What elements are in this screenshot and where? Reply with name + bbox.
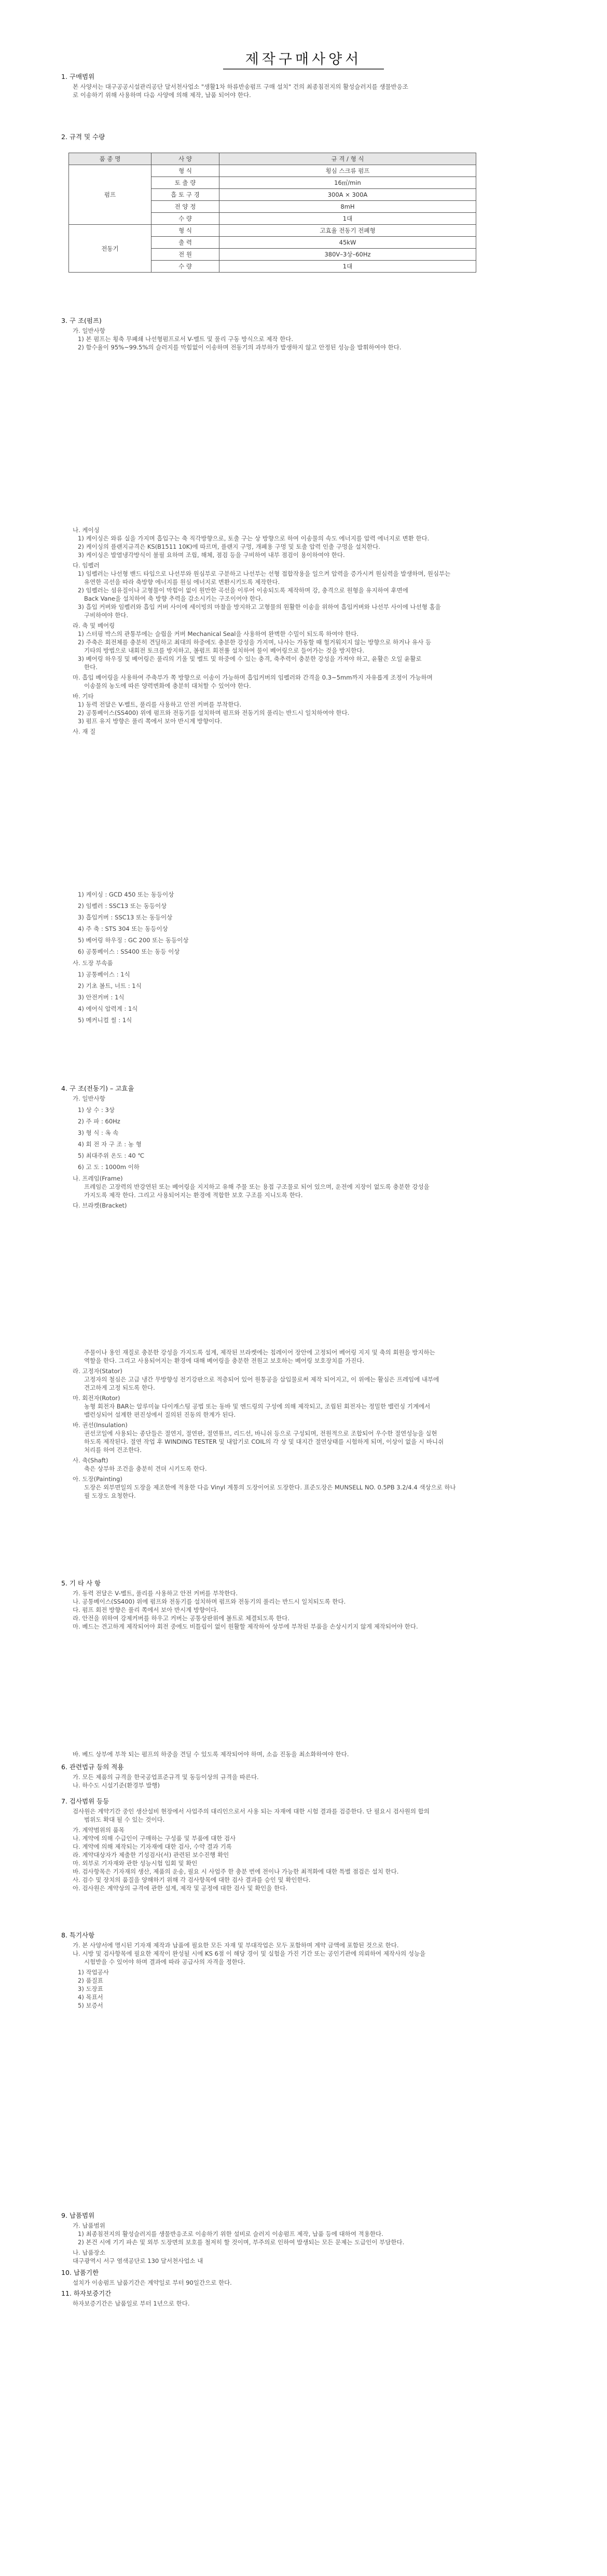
text-line: 다. 임펠러 (73, 562, 100, 569)
text-line: 3) 케이싱은 발열냉각방식이 불필 요하며 조립, 해체, 점검 등을 구비하여 내부 점검이 용이하여야 한다. (78, 551, 345, 559)
spec-header-cell: 사 양 (151, 153, 219, 165)
text-line: 1) 케이싱 : GCD 450 또는 동등이상 (78, 891, 174, 898)
spec-attribute: 전 양 정 (151, 201, 219, 213)
spec-attribute: 흡 토 구 경 (151, 189, 219, 201)
text-line: 가. 모든 제품의 규격을 한국공업표준규격 및 동등이상의 규격을 따른다. (73, 1773, 259, 1781)
text-line: 4) 에어식 압력계 : 1식 (78, 1005, 138, 1012)
text-line: 바. 기타 (73, 693, 94, 700)
text-line: 6) 고 도 : 1000m 이하 (78, 1163, 140, 1171)
text-line: 1) 공통베이스 : 1식 (78, 971, 130, 978)
spec-attribute: 형 식 (151, 165, 219, 177)
text-line: 2) 공통베이스(SS400) 위에 펌프와 전동기를 설치하며 펌프와 전동기의 풀리는 반드시 일치하여야 한다. (78, 709, 350, 716)
spec-value: 1대 (219, 261, 476, 273)
text-line: 1) 임펠러는 나선형 밴드 타입으로 나선부와 원심부로 구분하고 나선부는 선형 접합작용을 일으켜 압력을 증가시켜 원심력을 발생하며, 원심부는 (78, 570, 451, 577)
text-line: 다. 펌프 회전 방향은 풀리 쪽에서 보아 반시계 방향이다. (73, 1606, 218, 1614)
text-line: 5) 최대주위 온도 : 40 ℃ (78, 1152, 145, 1159)
text-line: 사. 검수 및 장치의 품질을 양해하기 위해 각 검사항목에 대한 검사 결과를 승인 및 확인한다. (73, 1876, 311, 1883)
text-line: 사. 도장 부속품 (73, 959, 113, 967)
text-line: 3) 베어링 하우징 및 베어링은 풀리의 기울 및 벨트 및 하중에 수 있는 충격, 축추력이 충분한 강성을 가져야 하고, 윤활은 오일 윤활로 (78, 655, 422, 662)
text-line: 1) 케이싱은 와류 실을 가지며 흡입구는 축 직각방향으로, 토출 구는 상 방향으로 하여 이송물의 속도 에너지를 압력 에너지로 변환 한다. (78, 535, 430, 542)
spec-attribute: 수 량 (151, 213, 219, 225)
text-line: 3) 도장표 (78, 1985, 103, 1992)
spec-table-row (69, 225, 476, 237)
text-line: 아. 도장(Painting) (73, 1475, 122, 1483)
text-line: 3) 흡입 커버와 임펠러와 흡입 커버 사이에 세이빙의 마찰을 방지하고 고형물의 원활한 이송을 위하여 흡입커버와 나선부 사이에 나선형 홈을 (78, 603, 441, 611)
section-heading: 10. 납품기한 (61, 2269, 99, 2276)
text-line: 1) 최종침전지의 활성슬러지를 생물반응조로 이송하기 위한 설비로 슬러지 이송펌프 제작, 납품 등에 대하여 적용한다. (78, 2230, 383, 2238)
text-line: 가. 본 사양서에 명시된 기자재 제작과 납품에 필요한 모든 자재 및 부대작업은 모두 포함하며 계약 금액에 포함된 것으로 한다. (73, 1942, 399, 1949)
text-line: 본 사양서는 대구공공시설관리공단 달서천사업소 "생활1차 하류반송펌프 구매 설치" 건의 최종침전지의 활성슬러지를 생물반응조 (73, 83, 408, 90)
text-line: 나. 하수도 시설기준(환경부 발행) (73, 1782, 160, 1789)
text-line: 도장은 외부면일의 도장을 제조한에 적용한 다음 Vinyl 계통의 도장이어로 도장한다. 표준도장은 MUNSELL NO. 0.5PB 3.2/4.4 색상으로 하나 (84, 1484, 456, 1491)
spec-table (68, 153, 476, 273)
text-line: 나. 계약에 의해 수급인이 구매하는 구성품 및 부품에 대한 검사 (73, 1835, 236, 1842)
text-line: 나. 납품장소 (73, 2249, 105, 2256)
section-heading: 5. 기 타 사 항 (61, 1579, 101, 1587)
spec-table-body (69, 165, 476, 273)
text-line: 6) 공통베이스 : SS400 또는 동등 이상 (78, 948, 180, 955)
text-line: 1) 동력 전달은 V-벨트, 풀리를 사용하고 안전 커버를 부착한다. (78, 701, 242, 708)
text-line: 사. 축(Shaft) (73, 1457, 108, 1464)
title-underline (223, 69, 384, 70)
spec-header-cell: 규 격 / 형 식 (219, 153, 476, 165)
text-line: 필 도장도 요청한다. (84, 1492, 136, 1499)
text-line: 범위도 확대 될 수 있는 것이다. (84, 1816, 165, 1823)
text-line: 프레임은 고장력의 반강연된 또는 베어링을 지지하고 유해 주물 또는 용접 구조물로 되어 있으며, 운전에 지장이 없도록 충분한 강성을 (84, 1183, 430, 1190)
spec-value: 8mH (219, 201, 476, 213)
section-heading: 2. 규격 및 수량 (61, 133, 105, 141)
section-heading: 7. 검사범위 등등 (61, 1797, 109, 1805)
text-line: 2) 본건 시에 기기 파손 및 외부 도장면의 보호를 철저히 할 것이며, 부주의로 인하여 발생되는 모든 문제는 도급인이 부담한다. (78, 2239, 405, 2246)
text-line: 나. 케이싱 (73, 526, 100, 534)
text-line: 2) 함수율이 95%~99.5%의 슬러지를 막힘없이 이송하며 전동기의 과부하가 발생하지 않고 안정된 성능을 발휘하여야 한다. (78, 344, 402, 351)
text-line: 역할을 한다. 그리고 사용되어지는 환경에 대해 베어링을 충분한 전원고 보호하는 베어링 보호장치를 가진다. (84, 1357, 364, 1364)
text-line: 사. 재 질 (73, 728, 96, 735)
text-line: 농형 회전자 BAR는 알루미늄 다이캐스팅 공법 또는 동바 및 엔드링의 구성에 의해 제작되고, 조립된 회전자는 정밀한 밸런싱 기계에서 (84, 1403, 431, 1410)
text-line: 나. 시방 및 검사항목에 필요한 제작이 완성될 시에 KS 6점 이 해당 경이 및 실험을 가진 기간 또는 공인기관에 의뢰하여 제작사의 성능을 (73, 1950, 426, 1957)
spec-value: 1대 (219, 213, 476, 225)
text-line: 3) 안전커버 : 1식 (78, 994, 125, 1001)
text-line: 5) 보증서 (78, 2002, 103, 2009)
text-line: 견고하게 고정 되도록 한다. (84, 1384, 155, 1391)
spec-value: 45kW (219, 237, 476, 249)
text-line: 라. 축 및 베어링 (73, 622, 115, 629)
spec-attribute: 형 식 (151, 225, 219, 237)
text-line: 2) 주 파 : 60Hz (78, 1118, 120, 1125)
text-line: 다. 계약에 의해 제작되는 기자재에 대한 검사, 수약 결과 기록 (73, 1843, 232, 1850)
spec-table-header-row (69, 153, 476, 165)
text-line: 기타의 방법으로 내회전 토크를 방지하고, 볼펌프 회전률 설치하여 물이 베어링으로 들어가는 것을 방지한다. (84, 647, 364, 654)
section-heading: 9. 납품범위 (61, 2212, 95, 2219)
text-line: 검사원은 계약기간 중인 생산설비 현장에서 사업주의 대리인으로서 사용 되는 자재에 대한 시험 결과를 검증한다. 단 필요시 검사원의 합의 (73, 1808, 430, 1815)
text-line: 마. 흡입 베어링을 사용하여 주축부가 쪽 방향으로 이송이 가능하며 흡입커버의 임펠러와 간격을 0.3~5mm까지 자유롭게 조정이 가능하며 (73, 674, 433, 681)
text-line: 1) 스터핑 박스의 관통부에는 슬립을 커버 Mechanical Seal을 사용하여 완벽한 수밀이 되도록 하여야 한다. (78, 630, 359, 638)
spec-value: 횡심 스크류 펌프 (219, 165, 476, 177)
spec-table-row (69, 165, 476, 177)
text-line: 가. 일반사항 (73, 327, 105, 334)
text-line: 시험받을 수 있어야 하며 결과에 따라 공급사의 자격을 정한다. (84, 1958, 245, 1965)
text-line: 마. 베드는 견고하게 제작되어야 회전 중에도 비틀림이 없이 원활할 제작하여 상부에 부착된 부품을 손상시키지 않게 제작되어야 한다. (73, 1623, 418, 1630)
text-line: 고정자의 철심은 고급 냉간 무방향성 전기강판으로 적층되어 있어 원통공을 삽입물로써 제작 되어지고, 이 위에는 활심은 프레임에 내부에 (84, 1376, 439, 1383)
spec-attribute: 출 력 (151, 237, 219, 249)
text-line: 바. 검사항목은 기자재의 생산, 제품의 운송, 필요 시 사업주 한 충분 번에 전이나 가능한 최적화에 대한 특별 점검은 설치 한다. (73, 1868, 399, 1875)
text-line: 권선코일에 사용되는 종단들은 절연지, 절연판, 절연튜브, 리드선, 바니쉬 등으로 구성되며, 전원적으로 조합되어 우수한 절연성능을 실현 (84, 1430, 437, 1437)
text-line: Back Vane을 설치하여 축 방향 추력을 감소시키는 구조이어야 한다. (84, 595, 263, 602)
text-line: 이송물의 농도에 따른 양력변화에 충분히 대처할 수 있어야 한다. (84, 682, 251, 689)
text-line: 3) 펌프 유지 방향은 풀리 쪽에서 보아 반시계 방향이다. (78, 717, 222, 725)
text-line: 유연한 곡선을 따라 축방향 에너지를 원심 에너지로 변환시키도록 제작한다. (84, 578, 280, 586)
text-line: 하도록 제작된다. 절연 작업 후 WINDING TESTER 및 내압기로 COIL의 각 상 및 대지간 절연상태를 시험하게 되며, 이상이 없을 시 바니쉬 (84, 1438, 444, 1445)
text-line: 마. 외부로 기자재와 관한 성능시험 입회 및 확인 (73, 1860, 198, 1867)
spec-group-name: 전동기 (69, 225, 151, 273)
text-line: 라. 안전을 위하여 강제커버를 하우고 커버는 공통상판위에 볼트로 체결되도록 한다. (73, 1615, 289, 1622)
text-line: 나. 프레임(Frame) (73, 1175, 123, 1182)
text-line: 한다. (84, 663, 98, 671)
text-line: 2) 케이싱의 플랜지규격은 KS(B1511 10K)에 따르며, 플랜지 구멍, 개폐용 구멍 및 토출 압력 인출 구멍을 설치한다. (78, 543, 380, 550)
text-line: 가. 계약범위의 품목 (73, 1826, 125, 1834)
spec-value: 16㎥/min (219, 177, 476, 189)
text-line: 5) 베어링 하우징 : GC 200 또는 동등이상 (78, 937, 189, 944)
text-line: 가. 동력 전달은 V-벨트, 풀리를 사용하고 안전 커버를 부착한다. (73, 1590, 238, 1597)
spec-value: 380V–3상–60Hz (219, 249, 476, 261)
spec-header-cell: 품 종 명 (69, 153, 151, 165)
text-line: 가지도록 제작 한다. 그리고 사용되어지는 환경에 적합한 보호 구조를 지니도록 한다. (84, 1191, 303, 1199)
section-heading: 11. 하자보증기간 (61, 2289, 112, 2297)
document-title: 제작구매사양서 (245, 51, 362, 67)
text-line: 나. 공통베이스(SS400) 위에 펌프와 전동기를 설치하며 펌프와 전동기의 풀리는 반드시 일치되도록 한다. (73, 1598, 346, 1605)
text-line: 설치가 이송펌프 납품기간은 계약일로 부터 90일간으로 한다. (73, 2279, 232, 2286)
spec-value: 300A × 300A (219, 189, 476, 201)
spec-attribute: 토 출 량 (151, 177, 219, 189)
text-line: 대구광역시 서구 염색공단로 130 달서천사업소 내 (73, 2257, 203, 2265)
text-line: 3) 흡입커버 : SSC13 또는 동등이상 (78, 914, 173, 921)
text-line: 2) 품질표 (78, 1977, 103, 1984)
text-line: 라. 계약대상자가 제출한 기성검사(서) 관련된 보수진행 확인 (73, 1851, 229, 1859)
text-line: 밸런싱되어 설계한 편진성에서 질의된 진동의 한계가 된다. (84, 1411, 236, 1418)
text-line: 2) 기초 볼트, 너트 : 1식 (78, 982, 142, 989)
text-line: 라. 고정자(Stator) (73, 1367, 122, 1375)
text-line: 1) 상 수 : 3상 (78, 1106, 115, 1114)
text-line: 2) 임펠러는 섬유질이나 고형물이 막힘이 없이 원만한 곡선을 이루어 이송되도록 제작하며 강, 충격으로 원형을 유지하여 후면에 (78, 587, 408, 594)
spec-attribute: 수 량 (151, 261, 219, 273)
text-line: 1) 작업공사 (78, 1969, 109, 1976)
section-heading: 6. 관련법규 등의 적용 (61, 1763, 124, 1771)
text-line: 축은 상부하 조건을 충분히 견뎌 시키도록 한다. (84, 1465, 207, 1472)
text-line: 2) 주축은 회전체를 충분히 견딜하고 최대의 하중에도 충분한 강성을 가지며, 나사는 가동할 때 헐거워지지 않는 방향으로 하거나 유사 등 (78, 639, 432, 646)
text-line: 바. 권선(Insulation) (73, 1421, 128, 1429)
text-line: 4) 주 축 : STS 304 또는 동등이상 (78, 925, 168, 932)
section-heading: 8. 특기사항 (61, 1931, 95, 1939)
text-line: 가. 일반사항 (73, 1095, 105, 1102)
section-heading: 1. 구매범위 (61, 73, 95, 80)
section-heading: 4. 구 조(전동기) – 고효율 (61, 1084, 134, 1092)
text-line: 구비하여야 한다. (84, 612, 129, 619)
text-line: 4) 목표서 (78, 1994, 103, 2001)
text-line: 바. 베드 상부에 부착 되는 펌프의 하중을 견딜 수 있도록 제작되어야 하며, 소음 진동을 최소화하여야 한다. (73, 1751, 349, 1758)
text-line: 가. 납품범위 (73, 2222, 105, 2229)
spec-group-name: 펌프 (69, 165, 151, 225)
text-line: 주물이나 용인 재질로 충분한 강성을 가지도록 설계, 제작된 브라켓에는 칩레이어 장안에 고정되어 베어링 지지 및 축의 회원을 방지하는 (84, 1349, 435, 1356)
text-line: 3) 형 식 : 옥 속 (78, 1129, 119, 1136)
text-line: 처리를 하여 건조한다. (84, 1446, 142, 1454)
spec-value: 고효율 전동기 전폐형 (219, 225, 476, 237)
spec-attribute: 전 원 (151, 249, 219, 261)
text-line: 4) 회 전 자 구 조 : 농 형 (78, 1141, 142, 1148)
text-line: 1) 본 펌프는 횡축 무폐쇄 나선형펌프로서 V-벨트 및 풀리 구동 방식으로 제작 한다. (78, 335, 294, 343)
text-line: 마. 회전자(Rotor) (73, 1394, 120, 1402)
text-line: 하자보증기간은 납품일로 부터 1년으로 한다. (73, 2300, 190, 2307)
text-line: 2) 임펠러 : SSC13 또는 동등이상 (78, 902, 167, 910)
text-line: 다. 브라켓(Bracket) (73, 1202, 127, 1209)
text-line: 로 이송하기 위해 사용하며 다음 사양에 의해 제작, 납품 되어야 한다. (73, 91, 251, 99)
text-line: 아. 검사원은 계약상의 규격에 관한 설계, 제작 및 공정에 대한 검사 및 확인을 한다. (73, 1884, 287, 1892)
section-heading: 3. 구 조(펌프) (61, 317, 102, 324)
text-line: 5) 메커니컬 씰 : 1식 (78, 1016, 132, 1024)
